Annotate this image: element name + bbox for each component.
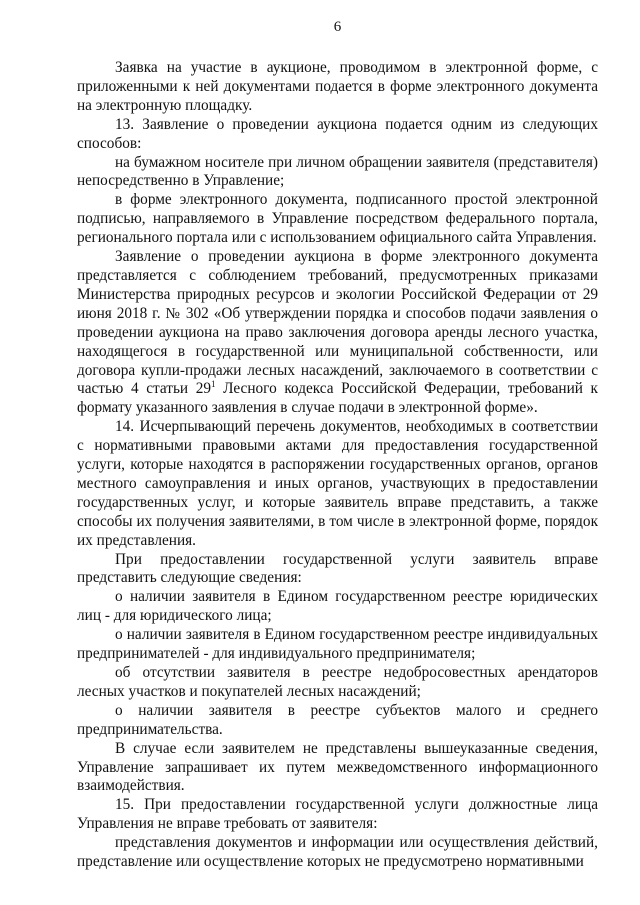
paragraph-paper-method: на бумажном носителе при личном обращении заявителя (представителя) непосредственно в Управление;	[77, 153, 598, 190]
paragraph-unscrupulous-registry: об отсутствии заявителя в реестре недобросовестных арендаторов лесных участков и покупателей лесных насаждений;	[77, 664, 598, 700]
paragraph-electronic-requirements-tail: Лесного кодекса Российской Федерации, требований к формату указанного заявления в случае подачи в электронной форме».	[77, 380, 598, 417]
paragraph-electronic-requirements-text: Заявление о проведении аукциона в форме электронного документа представляется с соблюдением требований, предусмотренных приказами Министерства природных ресурсов и экологии Российской Федерации от 29 июня 2018 г. № 302 «Об утверждении порядка и способов подачи заявления о проведении аукциона на право заключения договора аренды лесного участка, находящегося в государственной или муниципальной собственности, или договора купли-продажи лесных насаждений, заключаемого в соответствии с частью 4 статьи 29	[77, 248, 598, 398]
paragraph-application-submission: Заявка на участие в аукционе, проводимом в электронной форме, с приложенными к ней документами подается в форме электронного документа на электронную площадку.	[77, 59, 598, 114]
paragraph-not-required-documents: представления документов и информации или осуществления действий, представление или осуществление которых не предусмотрено нормативными	[77, 834, 598, 871]
paragraph-entrepreneur-registry: о наличии заявителя в Едином государственном реестре индивидуальных предпринимателей - для индивидуального предпринимателя;	[77, 626, 598, 663]
article-superscript: 1	[211, 379, 216, 390]
page-number: 6	[333, 19, 342, 35]
paragraph-electronic-requirements	[77, 248, 598, 418]
paragraph-15-heading: 15. При предоставлении государственной услуги должностные лица Управления не вправе требовать от заявителя:	[77, 796, 598, 833]
paragraph-sme-registry: о наличии заявителя в реестре субъектов малого и среднего предпринимательства.	[77, 701, 598, 738]
paragraph-applicant-may-submit: При предоставлении государственной услуги заявитель вправе представить следующие сведения:	[77, 550, 598, 587]
paragraph-interagency-request: В случае если заявителем не представлены вышеуказанные сведения, Управление запрашивает их путем межведомственного информационного взаимодействия.	[77, 739, 598, 795]
paragraph-13-heading: 13. Заявление о проведении аукциона подается одним из следующих способов:	[77, 115, 598, 152]
paragraph-legal-entity-registry: о наличии заявителя в Едином государственном реестре юридических лиц - для юридического лица;	[77, 588, 598, 625]
paragraph-14-list-of-documents: 14. Исчерпывающий перечень документов, необходимых в соответствии с нормативными правовыми актами для предоставления государственной услуги, которые находятся в распоряжении государственных органов, органов местного самоуправления и иных органов, участвующих в предоставлении государственных услуг, и которые заявитель вправе представить, а также способы их получения заявителями, в том числе в электронной форме, порядок их представления.	[77, 418, 598, 549]
paragraph-electronic-method: в форме электронного документа, подписанного простой электронной подписью, направляемого в Управление посредством федерального портала, регионального портала или с использованием официального сайта Управления.	[77, 191, 598, 247]
